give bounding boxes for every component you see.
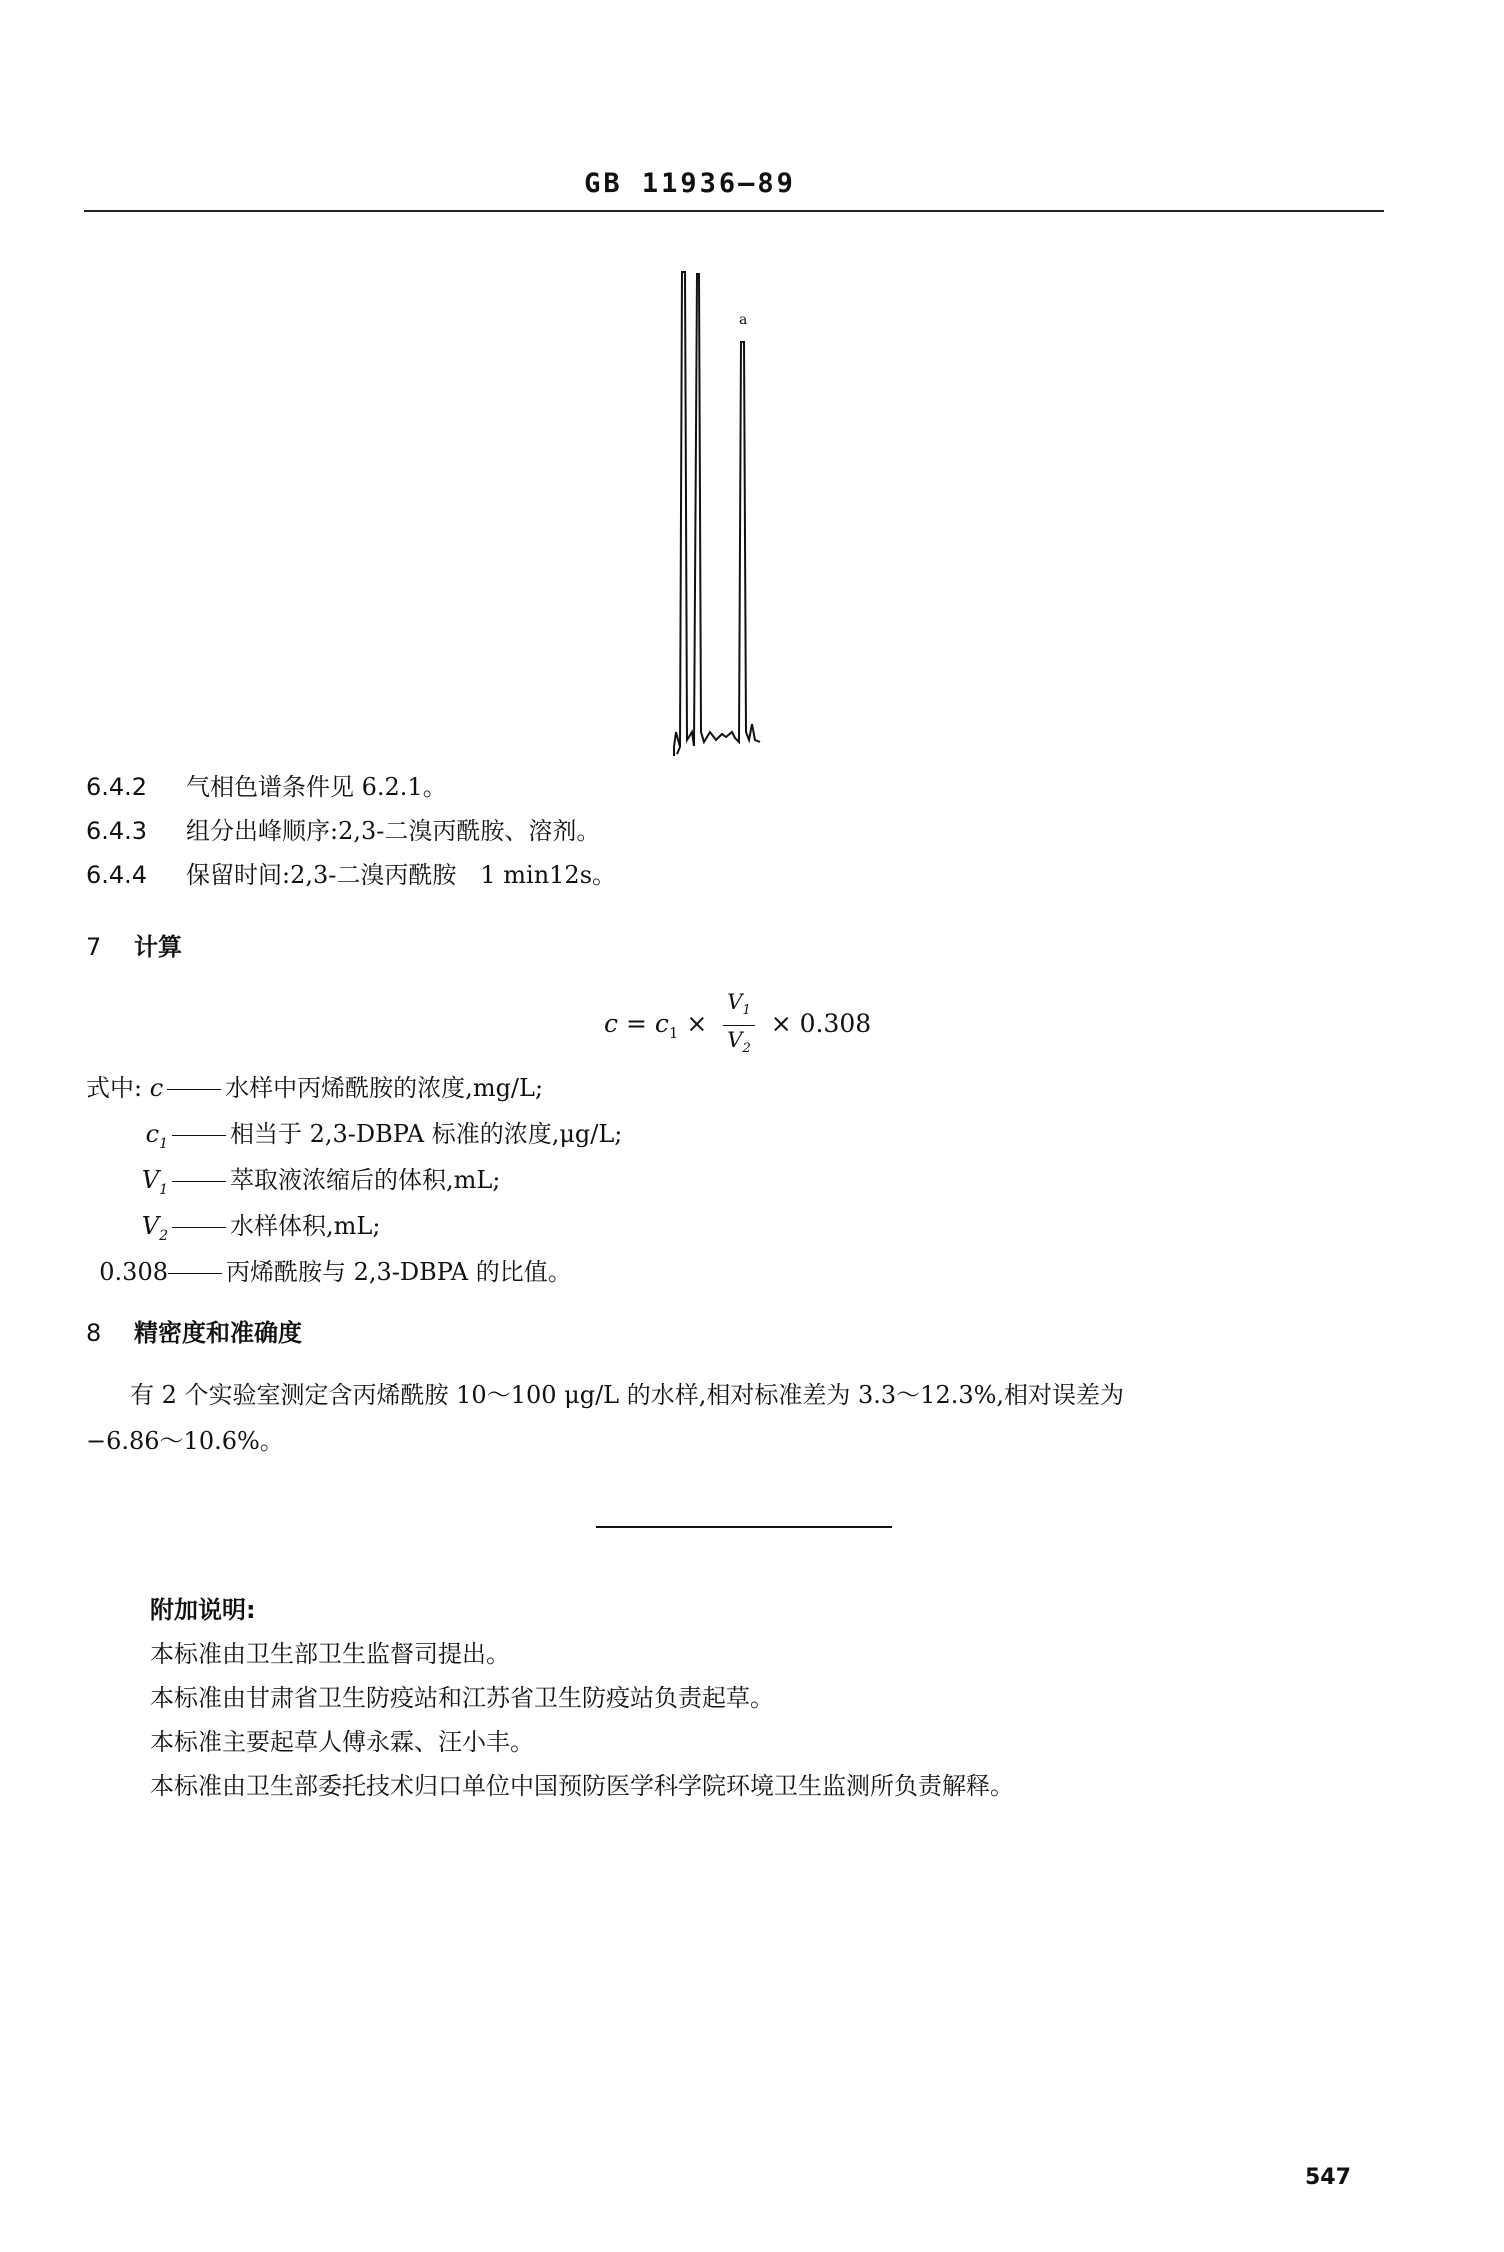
var-def-v2	[86, 1208, 380, 1254]
formula-lhs: c	[604, 1009, 619, 1039]
formula-fraction	[723, 988, 754, 1063]
note-line: 本标准由卫生部委托技术归口单位中国预防医学科学院环境卫生监测所负责解释。	[150, 1772, 1014, 1800]
section-text: 组分出峰顺序:2,3-二溴丙酰胺、溶剂。	[186, 817, 601, 845]
section-text: 气相色谱条件见 6.2.1。	[186, 773, 447, 801]
section-title: 计算	[134, 933, 182, 961]
where-label: 式中:	[86, 1074, 143, 1102]
section-6-4-4	[86, 858, 616, 892]
fraction-numerator: $V_1$	[723, 988, 754, 1026]
fraction-denominator: $V_2$	[727, 1028, 751, 1057]
var-desc: 萃取液浓缩后的体积,mL;	[230, 1166, 501, 1194]
formula-equals: =	[625, 1009, 647, 1039]
formula-constant: 0.308	[799, 1009, 872, 1039]
section-7-heading	[86, 930, 182, 964]
formula-c1-sub: 1	[668, 1024, 679, 1043]
section-6-4-2	[86, 770, 447, 804]
section-8-heading	[86, 1316, 302, 1350]
note-line: 本标准由卫生部卫生监督司提出。	[150, 1640, 510, 1668]
section-number: 8	[86, 1319, 102, 1347]
document-code: GB 11936—89	[584, 168, 796, 199]
var-def-v1	[86, 1162, 500, 1208]
peak-label-a: a	[739, 312, 748, 328]
chromatogram-figure	[660, 262, 800, 762]
var-symbol: $V_1$	[141, 1166, 168, 1198]
section-divider	[596, 1526, 892, 1528]
formula-times-2: ×	[770, 1009, 792, 1039]
var-def-c	[86, 1070, 543, 1106]
var-symbol: $c_1$	[145, 1120, 168, 1152]
section-number: 6.4.4	[86, 861, 148, 889]
header-rule	[84, 210, 1384, 212]
chromatogram-trace	[674, 272, 760, 756]
notes-title: 附加说明:	[150, 1596, 256, 1624]
section-6-4-3	[86, 814, 600, 848]
page-number: 547	[1305, 2165, 1351, 2190]
note-line: 本标准主要起草人傅永霖、汪小丰。	[150, 1728, 534, 1756]
formula-expression	[604, 988, 871, 1063]
var-desc: 相当于 2,3-DBPA 标准的浓度,μg/L;	[230, 1120, 623, 1148]
var-symbol: 0.308	[99, 1258, 168, 1286]
precision-paragraph-line2: −6.86～10.6%。	[86, 1427, 284, 1455]
var-def-c1	[86, 1116, 622, 1162]
section-title: 精密度和准确度	[134, 1319, 302, 1347]
formula-c1: c	[654, 1009, 669, 1039]
section-number: 6.4.3	[86, 817, 148, 845]
var-symbol: $V_2$	[141, 1212, 168, 1244]
var-def-ratio	[86, 1254, 572, 1290]
note-line: 本标准由甘肃省卫生防疫站和江苏省卫生防疫站负责起草。	[150, 1684, 774, 1712]
precision-paragraph-line1: 有 2 个实验室测定含丙烯酰胺 10～100 μg/L 的水样,相对标准差为 3.3～12.3%,相对误差为	[130, 1381, 1125, 1409]
section-number: 7	[86, 933, 102, 961]
section-text: 保留时间:2,3-二溴丙酰胺 1 min12s。	[186, 861, 617, 889]
var-symbol: c	[149, 1074, 164, 1102]
var-desc: 水样体积,mL;	[230, 1212, 381, 1240]
formula-times-1: ×	[686, 1009, 708, 1039]
var-desc: 水样中丙烯酰胺的浓度,mg/L;	[225, 1074, 544, 1102]
section-number: 6.4.2	[86, 773, 148, 801]
var-desc: 丙烯酰胺与 2,3-DBPA 的比值。	[226, 1258, 572, 1286]
